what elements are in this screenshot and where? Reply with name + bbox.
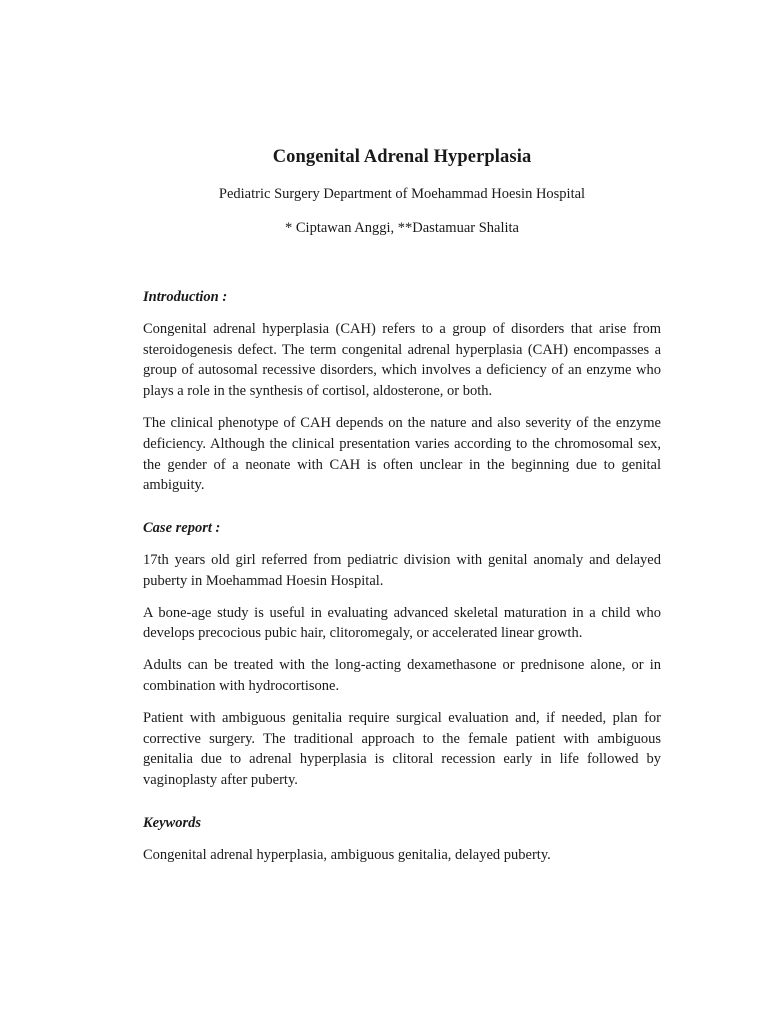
introduction-heading: Introduction :	[143, 289, 228, 305]
case-report-paragraph: 17th years old girl referred from pediatric division with genital anomaly and delayed puberty in Moehammad Hoesin Hospital.	[143, 551, 661, 589]
keywords-heading: Keywords	[143, 814, 201, 831]
case-report-paragraph: A bone-age study is useful in evaluating advanced skeletal maturation in a child who develops precocious pubic hair, clitoromegaly, or accelerated linear growth.	[143, 604, 661, 642]
case-report-heading: Case report :	[143, 520, 221, 537]
keywords-text: Congenital adrenal hyperplasia, ambiguous genitalia, delayed puberty.	[143, 846, 551, 863]
introduction-paragraph: The clinical phenotype of CAH depends on the nature and also severity of the enzyme deficiency. Although the clinical presentation varies according to the chromosomal sex, the gender of a neonate with CAH is often unclear in the beginning due to genital ambiguity.	[143, 414, 661, 494]
case-report-paragraph: Adults can be treated with the long-acting dexamethasone or prednisone alone, or in combination with hydrocortisone.	[143, 657, 661, 694]
case-report-section	[143, 518, 661, 791]
document-title: Congenital Adrenal Hyperplasia	[272, 147, 532, 167]
case-report-paragraph: Patient with ambiguous genitalia require surgical evaluation and, if needed, plan for corrective surgery. The traditional approach to the female patient with ambiguous genitalia due to adrenal hyperplasia is clitoral recession early in life followed by vaginoplasty after puberty.	[143, 709, 661, 789]
authors: * Ciptawan Anggi, **Dastamuar Shalita	[285, 220, 519, 236]
affiliation: Pediatric Surgery Department of Moehammad Hoesin Hospital	[218, 186, 586, 202]
introduction-section	[143, 287, 661, 496]
document-body	[143, 287, 661, 877]
introduction-paragraph: Congenital adrenal hyperplasia (CAH) refers to a group of disorders that arise from steroidogenesis defect. The term congenital adrenal hyperplasia (CAH) encompasses a group of autosomal recessive disorders, which involves a deficiency of an enzyme who plays a role in the synthesis of cortisol, aldosterone, or both.	[143, 320, 661, 400]
keywords-section	[143, 813, 661, 866]
